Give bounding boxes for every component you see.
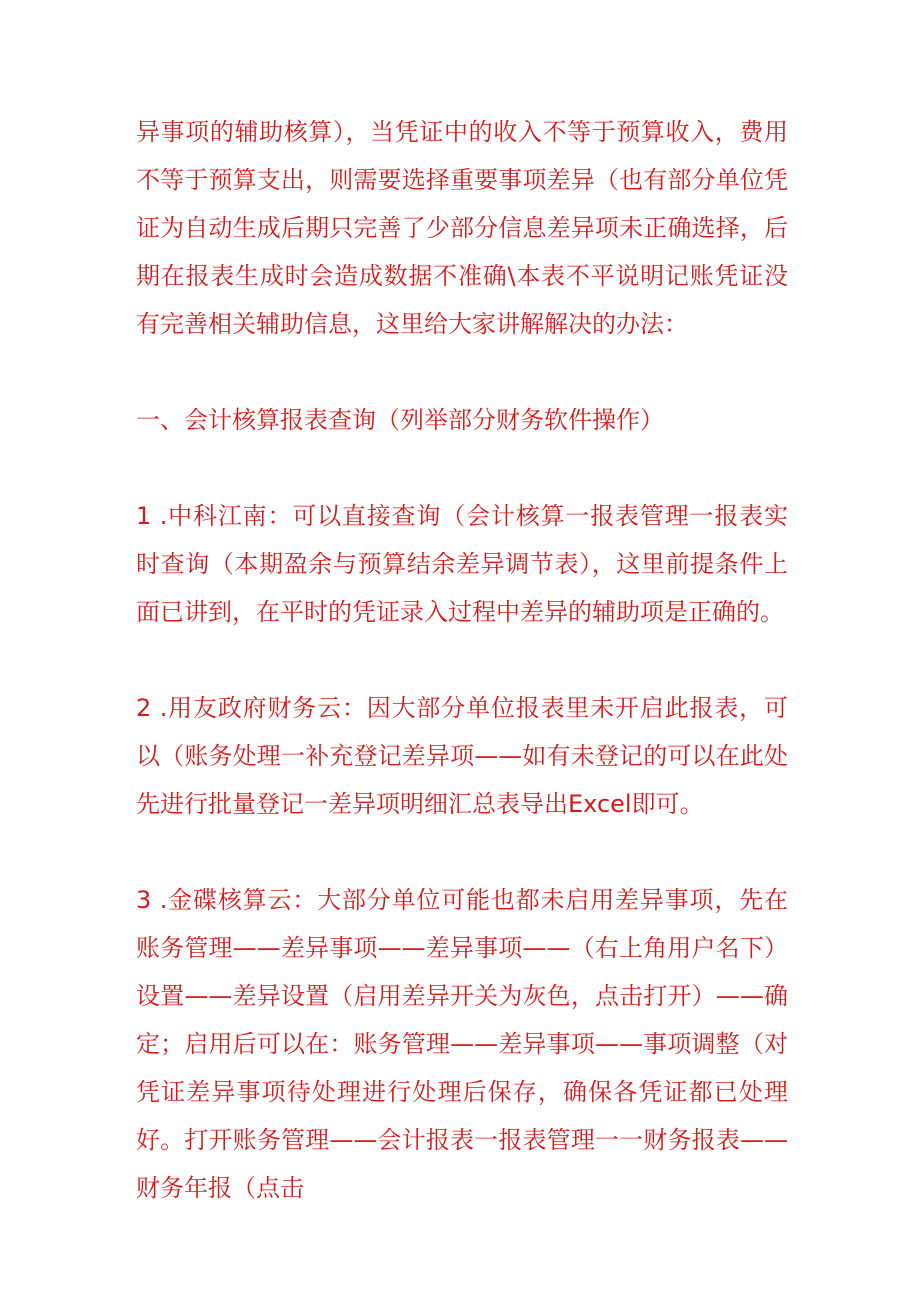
list-item-yonyou: 2 .用友政府财务云：因大部分单位报表里未开启此报表，可以（账务处理一补充登记差异项——如有未登记的可以在此处先进行批量登记一差异项明细汇总表导出Excel即可。 bbox=[136, 694, 788, 818]
document-body bbox=[136, 108, 788, 1212]
paragraph-intro: 异事项的辅助核算），当凭证中的收入不等于预算收入，费用不等于预算支出，则需要选择重要事项差异（也有部分单位凭证为自动生成后期只完善了少部分信息差异项未正确选择，后期在报表生成时会造成数据不准确\本表不平说明记账凭证没有完善相关辅助信息，这里给大家讲解解决的办法： bbox=[136, 118, 788, 338]
list-item-kingdee: 3 .金碟核算云：大部分单位可能也都未启用差异事项，先在账务管理——差异事项——差异事项——（右上角用户名下）设置——差异设置（启用差异开关为灰色，点击打开）——确定；启用后可以在：账务管理——差异事项——事项调整（对凭证差异事项待处理进行处理后保存，确保各凭证都已处理好。打开账务管理——会计报表一报表管理一一财务报表——财务年报（点击 bbox=[136, 886, 788, 1202]
list-item-zhongke: 1 .中科江南：可以直接查询（会计核算一报表管理一报表实时查询（本期盈余与预算结余差异调节表），这里前提条件上面已讲到，在平时的凭证录入过程中差异的辅助项是正确的。 bbox=[136, 502, 788, 626]
section-heading: 一、会计核算报表查询（列举部分财务软件操作） bbox=[136, 406, 664, 434]
